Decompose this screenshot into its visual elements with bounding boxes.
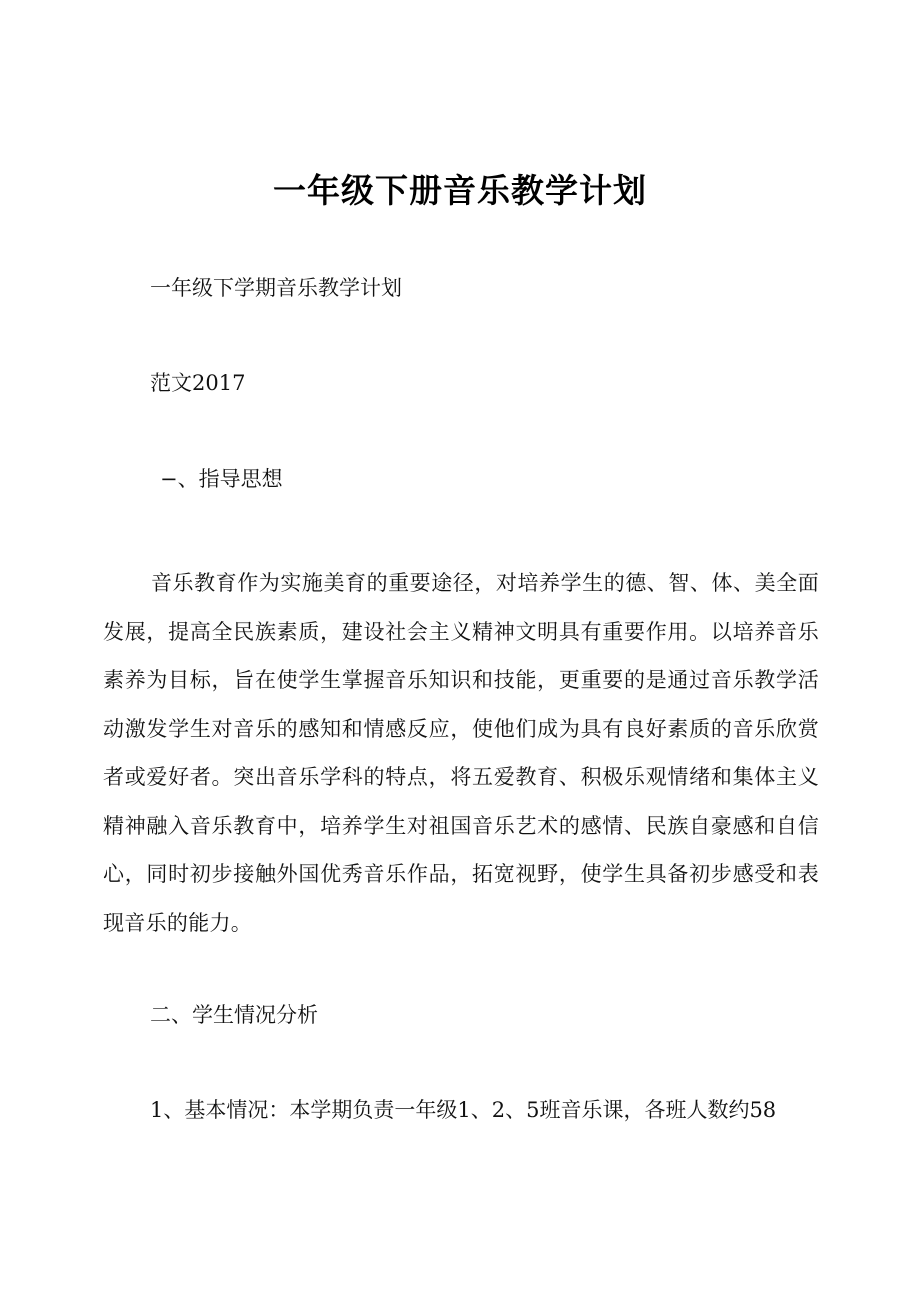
sample-label: 范文2017 [150,371,246,395]
section-heading-student-analysis: 二、学生情况分析 [150,1003,318,1027]
document-title: 一年级下册音乐教学计划 [273,171,647,210]
document-subtitle: 一年级下学期音乐教学计划 [150,276,402,300]
section-heading-guiding-ideology: −、指导思想 [160,467,283,491]
guiding-ideology-paragraph: 音乐教育作为实施美育的重要途径，对培养学生的德、智、体、美全面发展，提高全民族素质，建设社会主义精神文明具有重要作用。以培养音乐素养为目标，旨在使学生掌握音乐知识和技能，更重要的是通过音乐教学活动激发学生对音乐的感知和情感反应，使他们成为具有良好素质的音乐欣赏者或爱好者。突出音乐学科的特点，将五爱教育、积极乐观情绪和集体主义精神融入音乐教育中，培养学生对祖国音乐艺术的感情、民族自豪感和自信心，同时初步接触外国优秀音乐作品，拓宽视野，使学生具备初步感受和表现音乐的能力。 [103,571,819,935]
basic-situation-item: 1、基本情况：本学期负责一年级1、2、5班音乐课，各班人数约58 [150,1098,777,1122]
